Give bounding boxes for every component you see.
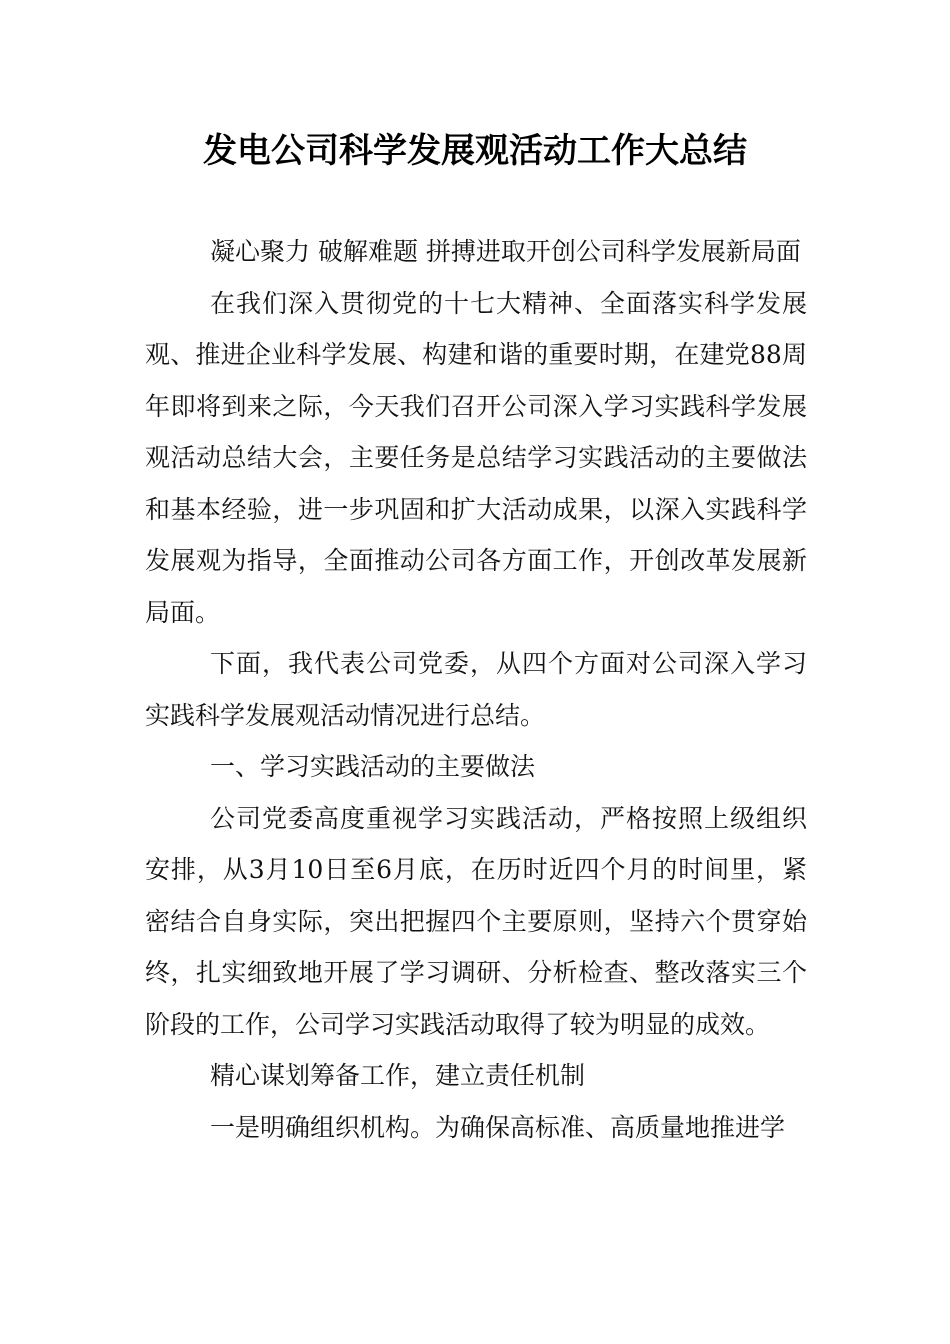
paragraph-subtitle: 凝心聚力 破解难题 拼搏进取开创公司科学发展新局面 bbox=[210, 237, 801, 266]
paragraph-item-1: 一是明确组织机构。为确保高标准、高质量地推进学 bbox=[210, 1112, 786, 1142]
paragraph-section-1: 公司党委高度重视学习实践活动，严格按照上级组织安排，从3月10日至6月底，在历时近四个月的时间里，紧密结合自身实际，突出把握四个主要原则，坚持六个贯穿始终，扎实细致地开展了学习调研、分析检查、整改落实三个阶段的工作，公司学习实践活动取得了较为明显的成效。 bbox=[145, 803, 807, 1039]
section-heading-1: 一、学习实践活动的主要做法 bbox=[210, 752, 536, 781]
paragraph-overview: 下面，我代表公司党委，从四个方面对公司深入学习实践科学发展观活动情况进行总结。 bbox=[145, 649, 807, 730]
document-title: 发电公司科学发展观活动工作大总结 bbox=[203, 131, 747, 171]
subsection-heading: 精心谋划筹备工作，建立责任机制 bbox=[210, 1061, 586, 1090]
paragraph-intro: 在我们深入贯彻党的十七大精神、全面落实科学发展观、推进企业科学发展、构建和谐的重要时期，在建党88周年即将到来之际，今天我们召开公司深入学习实践科学发展观活动总结大会，主要任务是总结学习实践活动的主要做法和基本经验，进一步巩固和扩大活动成果，以深入实践科学发展观为指导，全面推动公司各方面工作，开创改革发展新局面。 bbox=[145, 288, 807, 627]
document-body bbox=[145, 226, 807, 1153]
